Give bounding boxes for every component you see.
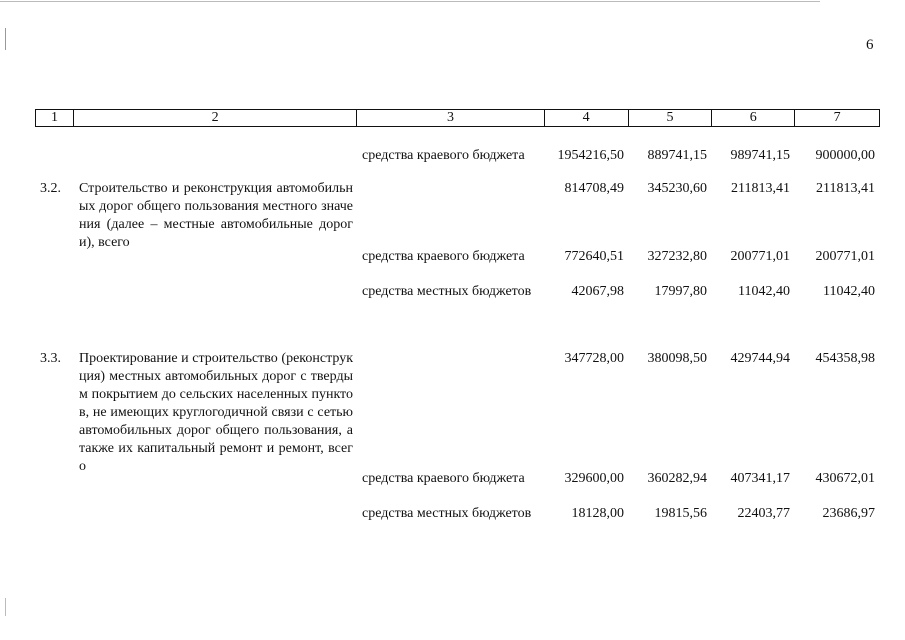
- value-col6: 429744,94: [730, 351, 790, 366]
- value-col6: 211813,41: [731, 181, 790, 196]
- value-col4: 18128,00: [571, 506, 624, 521]
- value-col7: 23686,97: [822, 506, 875, 521]
- item-number: 3.2.: [40, 181, 61, 196]
- column-header-cell: 5: [629, 110, 713, 126]
- funding-source: средства краевого бюджета: [362, 471, 525, 486]
- scan-edge-line: [0, 1, 820, 2]
- value-col6: 989741,15: [730, 148, 790, 163]
- value-col5: 19815,56: [654, 506, 707, 521]
- value-col5: 17997,80: [654, 284, 707, 299]
- funding-source: средства местных бюджетов: [362, 284, 532, 299]
- funding-source: средства краевого бюджета: [362, 249, 525, 264]
- value-col7: 900000,00: [815, 148, 875, 163]
- value-col5: 345230,60: [647, 181, 707, 196]
- value-col6: 407341,17: [730, 471, 790, 486]
- column-header-cell: 2: [74, 110, 357, 126]
- value-col6: 22403,77: [737, 506, 790, 521]
- value-col5: 380098,50: [647, 351, 707, 366]
- scan-margin-mark: [5, 28, 6, 50]
- funding-source: средства местных бюджетов: [362, 506, 532, 521]
- column-header-cell: 3: [357, 110, 545, 126]
- value-col6: 11042,40: [738, 284, 790, 299]
- item-number: 3.3.: [40, 351, 61, 366]
- funding-source: средства краевого бюджета: [362, 148, 525, 163]
- value-col5: 889741,15: [647, 148, 707, 163]
- value-col5: 327232,80: [647, 249, 707, 264]
- value-col7: 211813,41: [816, 181, 875, 196]
- value-col4: 347728,00: [564, 351, 624, 366]
- item-description: Строительство и реконструкция автомобильных дорог общего пользования местного значения (далее – местные автомобильные дороги), всего: [79, 181, 353, 250]
- value-col5: 360282,94: [647, 471, 707, 486]
- column-number-header: [35, 109, 880, 127]
- value-col7: 454358,98: [815, 351, 875, 366]
- value-col4: 1954216,50: [557, 148, 624, 163]
- column-header-cell: 1: [36, 110, 74, 126]
- item-description: Проектирование и строительство (реконструкция) местных автомобильных дорог с твердым покрытием до сельских населенных пунктов, не имеющих круглогодичной связи с сетью автомобильных дорог общего пользования, а также их капитальный ремонт и ремонт, всего: [79, 351, 353, 474]
- page-number: 6: [866, 37, 874, 53]
- value-col6: 200771,01: [730, 249, 790, 264]
- value-col4: 772640,51: [564, 249, 624, 264]
- value-col7: 11042,40: [823, 284, 875, 299]
- value-col4: 814708,49: [564, 181, 624, 196]
- scan-margin-mark: [5, 598, 6, 616]
- column-header-cell: 4: [545, 110, 629, 126]
- column-header-cell: 6: [712, 110, 795, 126]
- value-col4: 329600,00: [564, 471, 624, 486]
- value-col7: 430672,01: [815, 471, 875, 486]
- column-header-cell: 7: [833, 110, 841, 125]
- value-col4: 42067,98: [571, 284, 624, 299]
- value-col7: 200771,01: [815, 249, 875, 264]
